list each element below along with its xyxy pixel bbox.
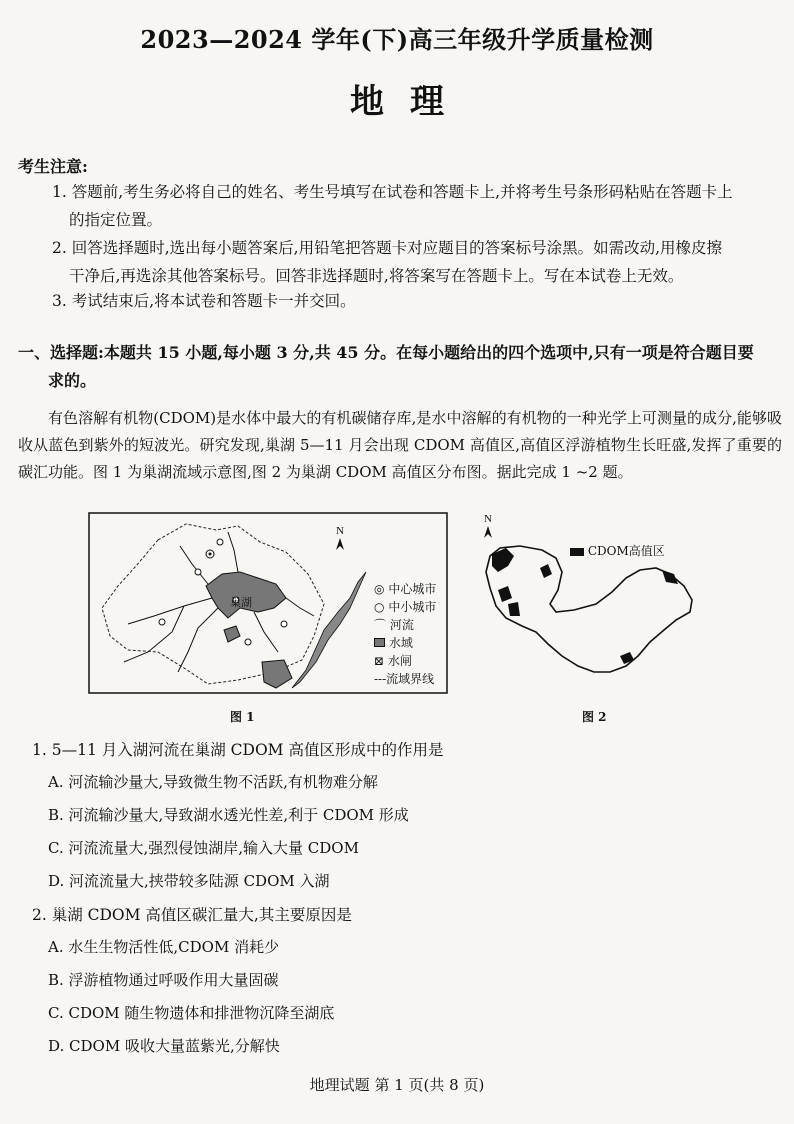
notice-item-3 <box>52 287 782 315</box>
question-2-option-d: D. CDOM 吸收大量蓝紫光,分解快 <box>48 1037 280 1055</box>
question-1-option-b: B. 河流输沙量大,导致湖水透光性差,利于 CDOM 形成 <box>48 806 409 824</box>
legend-central-city: ◎ 中心城市 <box>374 582 437 596</box>
figure-1-north-label: N <box>336 525 344 537</box>
notice-item-2-line2: 干净后,再选涂其他答案标号。回答非选择题时,将答案写在答题卡上。写在本试卷上无效。 <box>69 267 684 285</box>
section-heading <box>18 339 784 395</box>
subject-title: 地理 <box>350 82 470 122</box>
figure-1-caption: 图 1 <box>230 710 255 724</box>
sluice-icon: ⊠ <box>374 654 385 668</box>
section-heading-line1: 一、选择题:本题共 15 小题,每小题 3 分,共 45 分。在每小题给出的四个选项中,只有一项是符合题目要 <box>18 343 754 362</box>
figure-2-caption: 图 2 <box>582 710 607 724</box>
notice-item-1-line2: 的指定位置。 <box>69 211 163 229</box>
figure-2-north-arrow-icon <box>484 526 492 538</box>
exam-title: 2023—2024 学年(下)高三年级升学质量检测 <box>140 25 654 54</box>
question-1-option-d: D. 河流流量大,挟带较多陆源 CDOM 入湖 <box>48 872 330 890</box>
page-footer: 地理试题 第 1 页(共 8 页) <box>309 1076 485 1094</box>
notice-item-1-line1: 1. 答题前,考生务必将自己的姓名、考生号填写在试卷和答题卡上,并将考生号条形码粘贴在答题卡上 <box>52 183 733 201</box>
legend-sluice: ⊠ 水闸 <box>374 654 412 668</box>
section-heading-line2: 求的。 <box>48 371 97 390</box>
question-2-option-b: B. 浮游植物通过呼吸作用大量固碳 <box>48 971 279 989</box>
figure-2-map-svg <box>470 508 720 688</box>
legend-water: 水域 <box>374 634 446 652</box>
question-2-option-a: A. 水生生物活性低,CDOM 消耗少 <box>48 938 280 956</box>
question-1-stem: 1. 5—11 月入湖河流在巢湖 CDOM 高值区形成中的作用是 <box>32 741 444 759</box>
notice-item-2 <box>52 234 782 290</box>
figure-1-legend <box>374 580 446 688</box>
question-1-option-c: C. 河流流量大,强烈侵蚀湖岸,输入大量 CDOM <box>48 839 359 857</box>
question-1-option-a: A. 河流输沙量大,导致微生物不活跃,有机物难分解 <box>48 773 378 791</box>
notice-heading: 考生注意: <box>18 157 88 176</box>
figure-2-legend: CDOM高值区 <box>570 542 665 559</box>
water-icon <box>374 638 385 647</box>
small-city-icon: ○ <box>374 600 385 614</box>
central-city-icon: ◎ <box>374 582 385 596</box>
figure-2-cdom-map <box>470 508 720 688</box>
figure-1-lake-label: 巢湖 <box>230 596 252 609</box>
passage: 有色溶解有机物(CDOM)是水体中最大的有机碳储存库,是水中溶解的有机物的一种光学上可测量的成分,能够吸收从蓝色到紫外的短波光。研究发现,巢湖 5—11 月会出现 CDOM 高值区,高值区浮游植物生长旺盛,发挥了重要的碳汇功能。图 1 为巢湖流域示意图,图 2 为巢湖 CDOM 高值区分布图。据此完成 1 ~2 题。 <box>18 409 782 481</box>
legend-small-city: ○ 中小城市 <box>374 600 437 614</box>
cdom-area-icon <box>570 548 584 556</box>
notice-item-2-line1: 2. 回答选择题时,选出每小题答案后,用铅笔把答题卡对应题目的答案标号涂黑。如需改动,用橡皮擦 <box>52 239 722 257</box>
river-icon: ⌒ <box>374 618 387 632</box>
legend-river: ⌒ 河流 <box>374 618 414 632</box>
figure-1-basin-map <box>88 512 448 694</box>
notice-item-3-line1: 3. 考试结束后,将本试卷和答题卡一并交回。 <box>52 292 356 310</box>
question-2-stem: 2. 巢湖 CDOM 高值区碳汇量大,其主要原因是 <box>32 906 352 924</box>
notice-item-1 <box>52 178 782 234</box>
legend-boundary: ---流域界线 <box>374 672 435 686</box>
question-2-option-c: C. CDOM 随生物遗体和排泄物沉降至湖底 <box>48 1004 335 1022</box>
figure-2-north-label: N <box>484 513 492 525</box>
north-arrow-icon <box>336 538 344 550</box>
